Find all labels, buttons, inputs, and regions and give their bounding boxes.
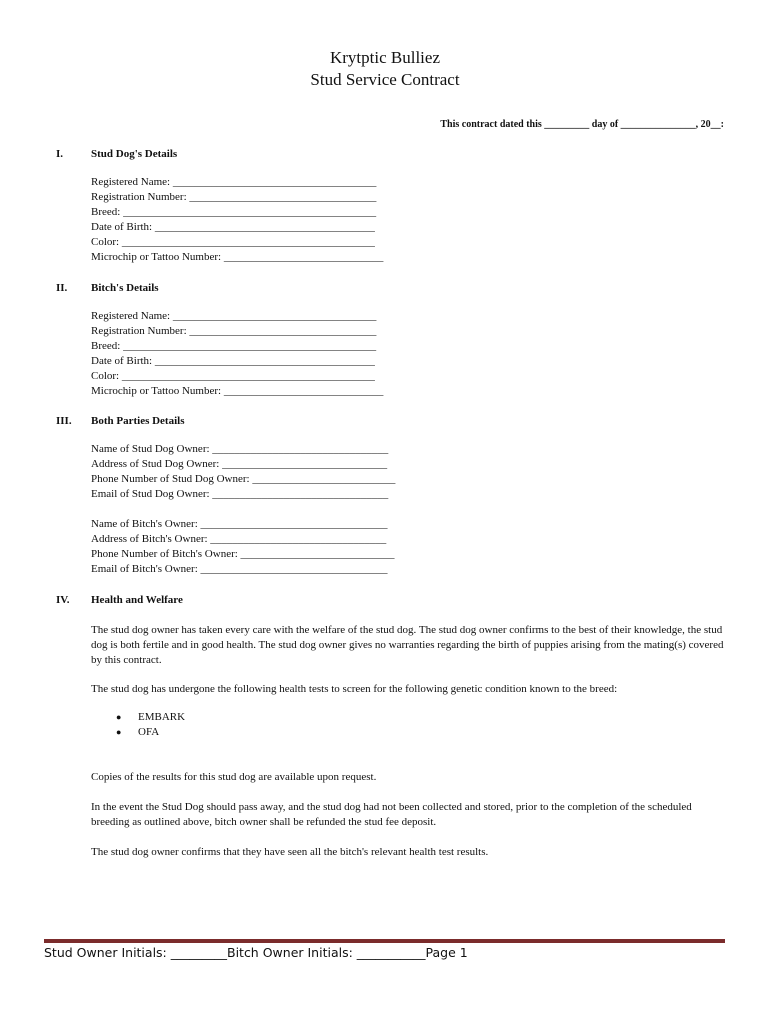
results-paragraph: Copies of the results for this stud dog are available upon request.: [91, 771, 377, 783]
document-title-block: [0, 47, 770, 91]
registered-name-field[interactable]: Registered Name: _____________________________________: [91, 176, 377, 188]
page-footer: Stud Owner Initials: _________Bitch Owner Initials: ___________Page 1: [44, 945, 468, 960]
registration-number-field[interactable]: Registration Number: __________________________________: [91, 325, 377, 337]
microchip-field[interactable]: Microchip or Tattoo Number: _____________________________: [91, 251, 384, 263]
section-number: III.: [56, 415, 72, 427]
section-heading: [56, 593, 736, 608]
stud-owner-email-field[interactable]: Email of Stud Dog Owner: ________________________________: [91, 488, 389, 500]
field-list: [91, 442, 736, 577]
list-item-label: EMBARK: [138, 711, 186, 723]
section-title: Both Parties Details: [91, 415, 185, 427]
microchip-field[interactable]: Microchip or Tattoo Number: _____________________________: [91, 385, 384, 397]
section-number: I.: [56, 148, 64, 160]
field-list: [91, 175, 736, 265]
section-number: IV.: [56, 594, 70, 606]
section-bitch-details: [56, 281, 736, 399]
list-item: [116, 725, 736, 740]
stud-owner-phone-field[interactable]: Phone Number of Stud Dog Owner: __________________________: [91, 473, 396, 485]
color-field[interactable]: Color: ______________________________________________: [91, 370, 375, 382]
breed-field[interactable]: Breed: ______________________________________________: [91, 340, 377, 352]
field-list: [91, 309, 736, 399]
registration-number-field[interactable]: Registration Number: __________________________________: [91, 191, 377, 203]
registered-name-field[interactable]: Registered Name: _____________________________________: [91, 310, 377, 322]
health-test-list: [116, 710, 736, 740]
bitch-owner-email-field[interactable]: Email of Bitch's Owner: __________________________________: [91, 563, 388, 575]
footer-divider: [44, 939, 725, 943]
section-heading: [56, 147, 736, 162]
section-title: Bitch's Details: [91, 282, 159, 294]
stud-owner-name-field[interactable]: Name of Stud Dog Owner: ________________________________: [91, 443, 389, 455]
date-of-birth-field[interactable]: Date of Birth: ________________________________________: [91, 355, 375, 367]
bullet-icon: ●: [116, 712, 122, 722]
section-health-and-welfare: [56, 593, 736, 860]
bitch-owner-address-field[interactable]: Address of Bitch's Owner: ________________________________: [91, 533, 387, 545]
section-title: Stud Dog's Details: [91, 148, 178, 160]
contract-date-line: This contract dated this _________ day of _______________, 20__:: [440, 119, 724, 130]
list-item: [116, 710, 736, 725]
bitch-tests-paragraph: The stud dog owner confirms that they have seen all the bitch's relevant health test results.: [91, 846, 489, 858]
welfare-paragraph: The stud dog owner has taken every care with the welfare of the stud dog. The stud dog owner confirms to the best of their knowledge, the stud dog is both fertile and in good health. The stud dog owner gives no warranties regarding the birth of puppies arising from the mating(s) covered by this contract.: [91, 624, 724, 666]
bullet-icon: ●: [116, 727, 122, 737]
refund-paragraph: In the event the Stud Dog should pass away, and the stud dog had not been collected and stored, prior to the completion of the scheduled breeding as outlined above, bitch owner shall be refunded the stud fee deposit.: [91, 801, 692, 828]
section-stud-dog-details: [56, 147, 736, 265]
bitch-owner-phone-field[interactable]: Phone Number of Bitch's Owner: ____________________________: [91, 548, 395, 560]
date-of-birth-field[interactable]: Date of Birth: ________________________________________: [91, 221, 375, 233]
stud-owner-address-field[interactable]: Address of Stud Dog Owner: ______________________________: [91, 458, 388, 470]
bitch-owner-name-field[interactable]: Name of Bitch's Owner: __________________________________: [91, 518, 388, 530]
section-heading: [56, 281, 736, 296]
list-item-label: OFA: [138, 726, 160, 738]
section-both-parties-details: [56, 414, 736, 577]
section-heading: [56, 414, 736, 429]
section-number: II.: [56, 282, 68, 294]
document-subtitle: Stud Service Contract: [310, 70, 460, 89]
color-field[interactable]: Color: ______________________________________________: [91, 236, 375, 248]
document-title: Krytptic Bulliez: [329, 48, 440, 67]
section-title: Health and Welfare: [91, 594, 183, 606]
breed-field[interactable]: Breed: ______________________________________________: [91, 206, 377, 218]
health-tests-paragraph: The stud dog has undergone the following health tests to screen for the following genetic condition known to the breed:: [91, 683, 618, 695]
